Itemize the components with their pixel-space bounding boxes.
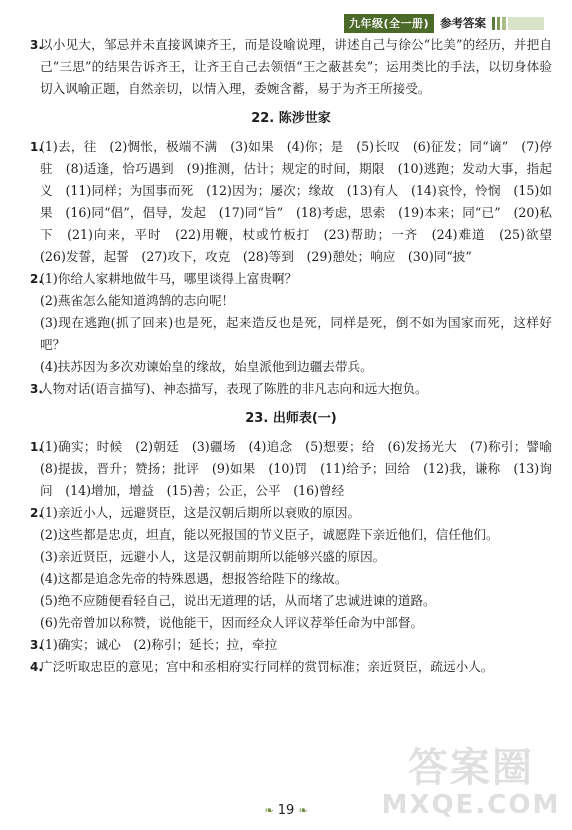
answer-text: (1)确实；诚心 (2)称引；延长；拉，牵拉 — [40, 637, 278, 652]
watermark-logo — [376, 746, 566, 826]
answer-text: 以小见大，邹忌并未直接讽谏齐王，而是设喻说理，讲述自己与徐公“比美”的经历，并把自己“三思”的结果告诉齐王，让齐王自己去领悟“王之蔽甚矣”；运用类比的手法，以切身体验切入讽喻正题，自然亲切，以情入理，委婉含蓄，易于为齐王所接受。 — [40, 37, 552, 96]
answer-text: (6)先帝曾加以称赞，说他能干，因而经众人评议荐举任命为中部督。 — [40, 615, 424, 630]
answer-item — [30, 502, 552, 634]
item-number: 2. — [30, 506, 43, 520]
answer-content — [30, 34, 565, 678]
item-number: 3. — [30, 38, 43, 52]
item-number: 3. — [30, 638, 43, 652]
item-number: 4. — [30, 660, 43, 674]
item-number: 1. — [30, 140, 43, 154]
watermark-top: 答案圈 — [408, 745, 534, 791]
answer-item — [30, 378, 552, 400]
answer-item — [30, 656, 552, 678]
page-number: 19 — [277, 803, 295, 818]
answer-text: (5)绝不应随便看轻自己，说出无道理的话，从而堵了忠诚进谏的道路。 — [40, 593, 436, 608]
answer-item — [30, 136, 565, 268]
grade-badge: 九年级(全一册) — [344, 14, 434, 33]
answer-text: (1)你给人家耕地做牛马，哪里谈得上富贵啊？ — [40, 271, 298, 286]
item-number: 1. — [30, 440, 43, 454]
answer-text: (2)燕雀怎么能知道鸿鹄的志向呢！ — [40, 293, 235, 308]
watermark-bottom: MXQE.COM — [381, 790, 561, 820]
answer-item-prev-3 — [30, 34, 552, 100]
section-title: 22. 陈涉世家 — [251, 111, 331, 126]
answer-text: (1)确实；时候 (2)朝廷 (3)疆场 (4)追念 (5)想要；给 (6)发扬光大 (7)称引；譬喻 (8)提拔，晋升；赞扬；批评 (9)如果 (10)罚 (11)给予；回给 (12)我，谦称 (13)询问 (14)增加，增益 (15)善；公正，公平 (16)曾经 — [40, 439, 565, 498]
header-stripes — [492, 17, 546, 30]
leaf-right-icon: ❧ — [298, 804, 308, 817]
answer-text: (2)这些都是忠贞，坦直，能以死报国的节义臣子，诚愿陛下亲近他们，信任他们。 — [40, 527, 499, 542]
answer-text: (1)去，往 (2)惆怅，极端不满 (3)如果 (4)你；是 (5)长叹 (6)征发；同“谪” (7)停驻 (8)适逢，恰巧遇到 (9)推测，估计；规定的时间，期限 (10)逃跑；发动大事，指起义 (11)同样；为国事而死 (12)因为；屡次；缘故 (13)有人 (14)哀怜，怜悯 (15)如果 (16)同“倡”，倡导，发起 (17)同“旨” (18)考虑，思索 (19)本来；同“已” (20)私下 (21)向来，平时 (22)用鞭，杖或竹板打 (23)帮助；一齐 (24)难道 (25)欲望 (26)发誓，起誓 (27)攻下，攻克 (28)等到 (29)憩处；响应 (30)同“披” — [40, 139, 565, 264]
answer-text: 人物对话(语言描写)、神态描写，表现了陈胜的非凡志向和远大抱负。 — [40, 381, 428, 396]
section-title: 23. 出师表(一) — [245, 411, 337, 426]
answer-text: (3)亲近贤臣，远避小人，这是汉朝前期所以能够兴盛的原因。 — [40, 549, 386, 564]
answer-item — [30, 634, 552, 656]
page-header — [344, 14, 564, 32]
item-number: 3. — [30, 382, 43, 396]
item-number: 2. — [30, 272, 43, 286]
answer-text: (1)亲近小人，远避贤臣，这是汉朝后期所以衰败的原因。 — [40, 505, 361, 520]
answer-item — [30, 268, 552, 378]
answer-text: 广泛听取忠臣的意见；宫中和丞相府实行同样的赏罚标准；亲近贤臣，疏远小人。 — [40, 659, 494, 674]
header-title: 参考答案 — [440, 16, 487, 30]
answer-text: (4)扶苏因为多次劝谏始皇的缘故，始皇派他到边疆去带兵。 — [40, 359, 373, 374]
answer-item — [30, 436, 565, 502]
answer-text: (4)这都是追念先帝的特殊恩遇，想报答给陛下的缘故。 — [40, 571, 348, 586]
answer-text: (3)现在逃跑(抓了回来)也是死，起来造反也是死，同样是死，倒不如为国家而死，这样好吧？ — [40, 315, 552, 352]
leaf-left-icon: ❧ — [264, 804, 274, 817]
